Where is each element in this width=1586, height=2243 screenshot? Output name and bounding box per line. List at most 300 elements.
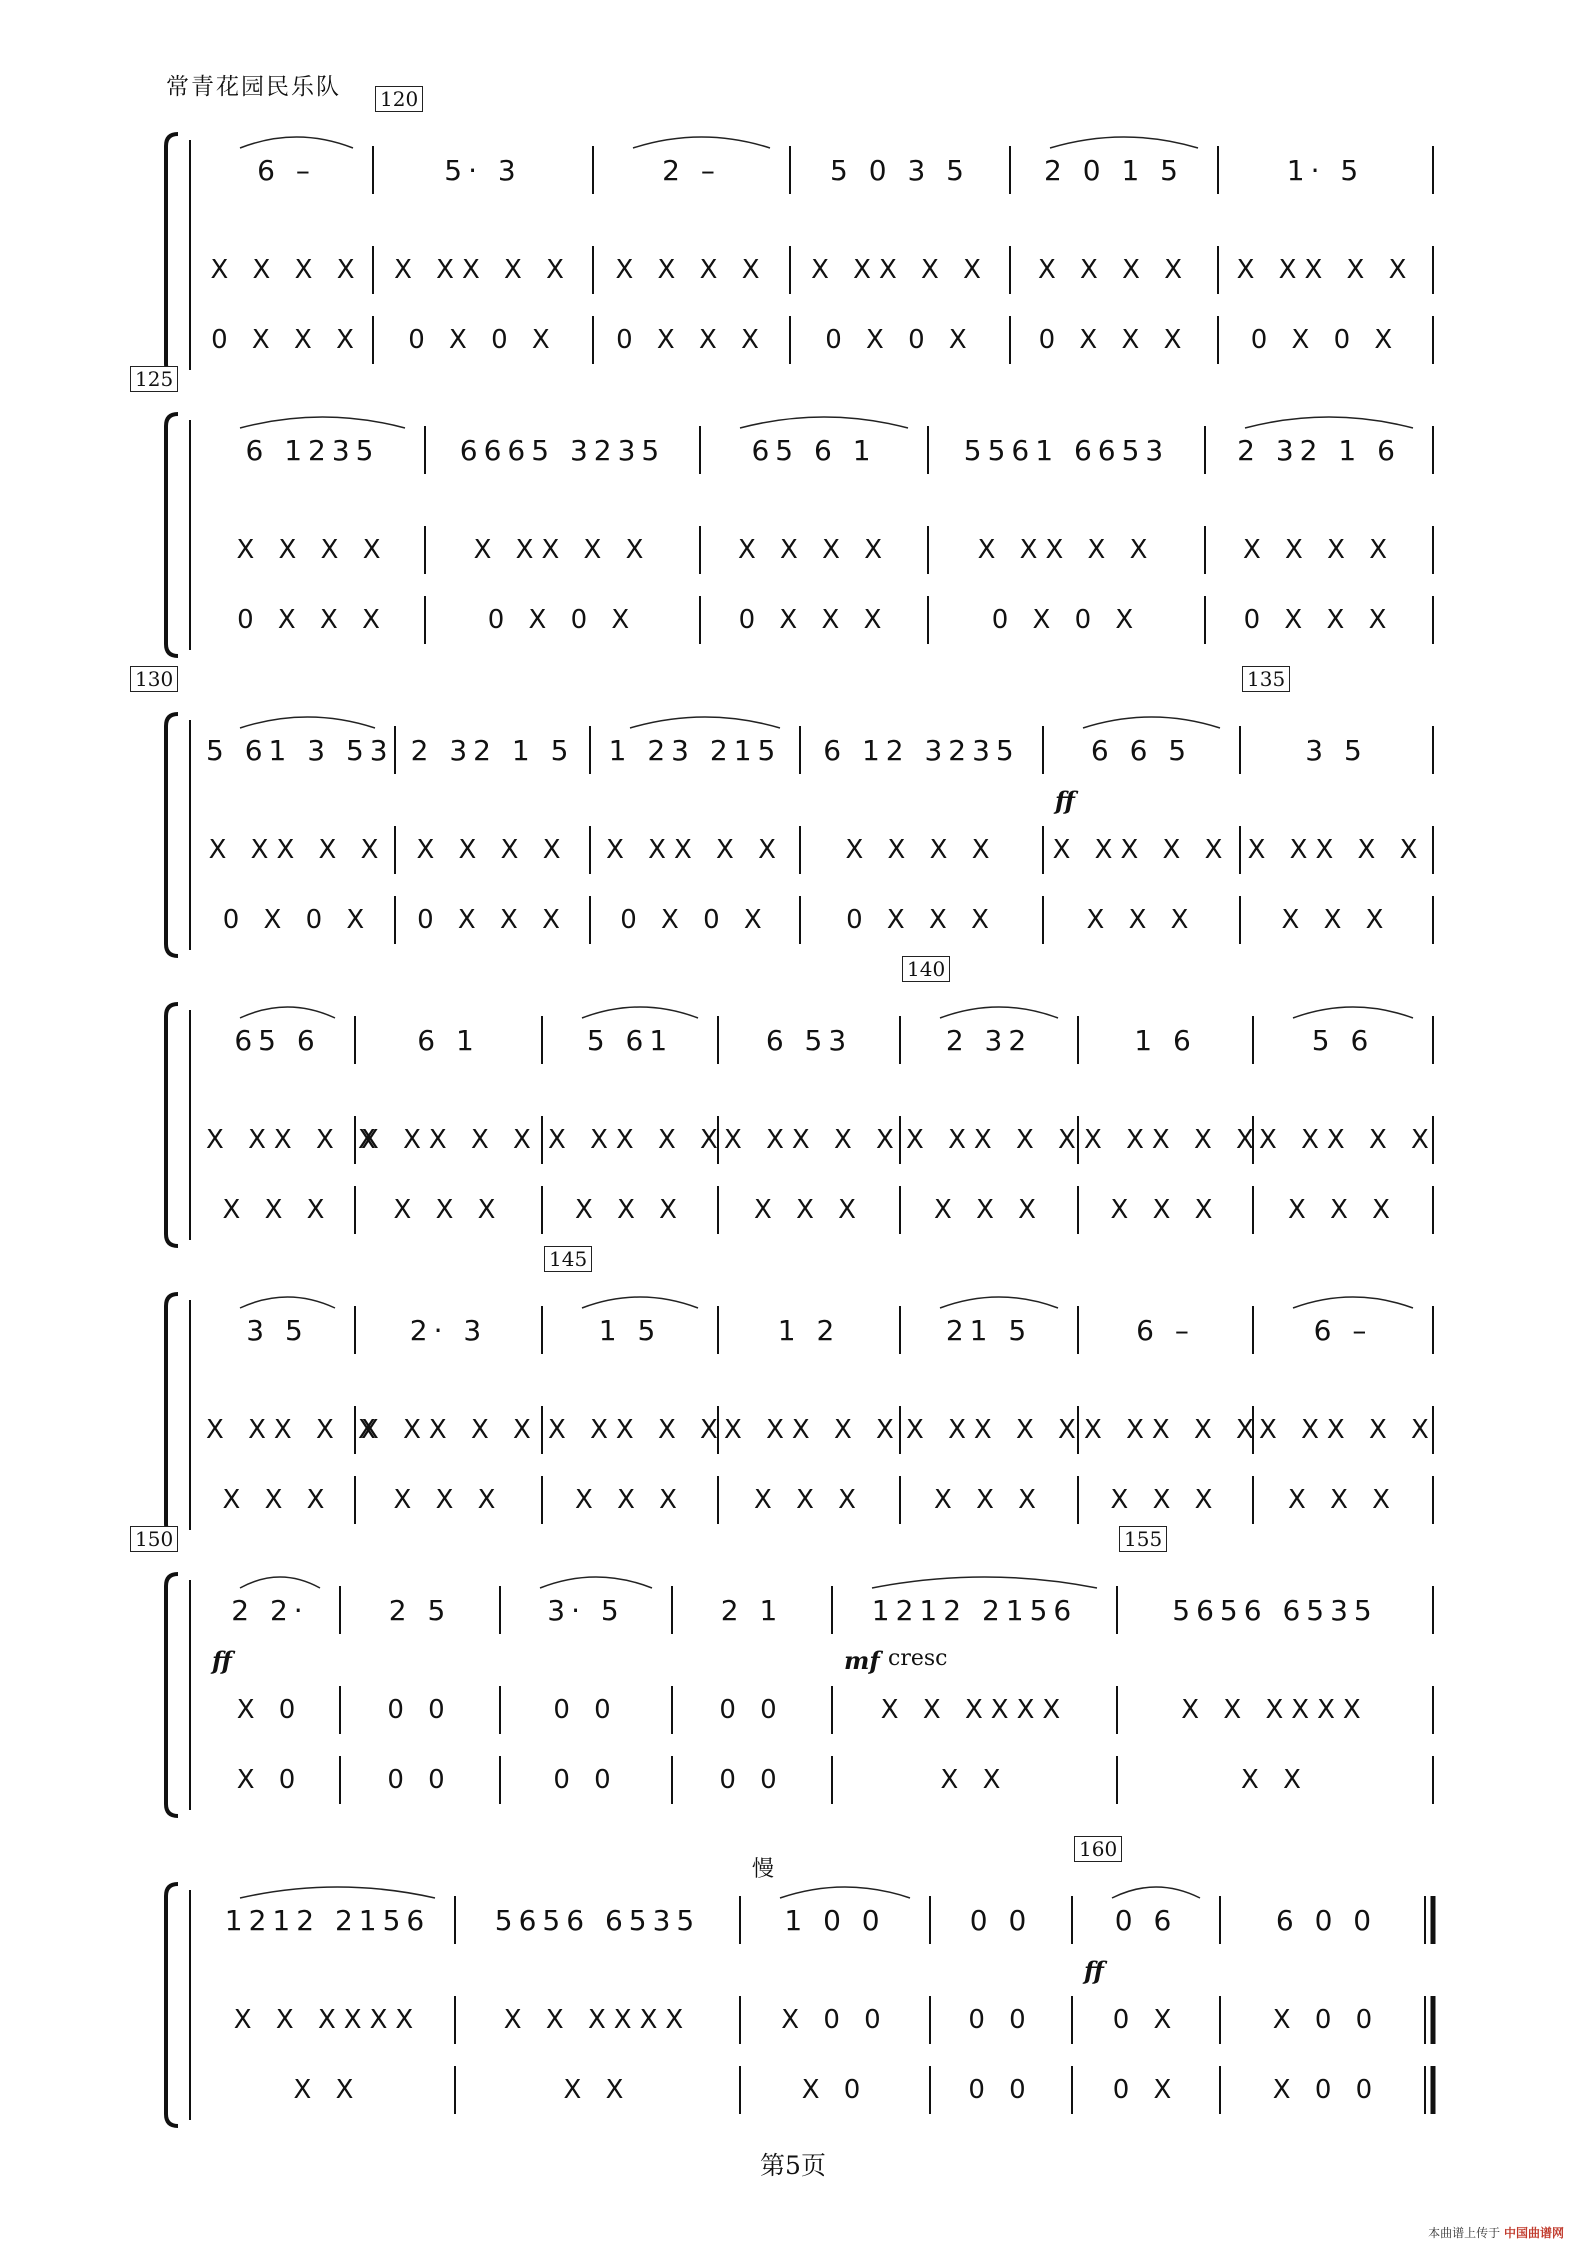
rhythm-notes: X X X X <box>1037 255 1191 285</box>
melody-notes: 1 6 <box>1134 1023 1197 1057</box>
measure <box>796 240 1004 300</box>
melody-notes: 6 – <box>257 153 316 187</box>
measure <box>206 890 389 950</box>
melody-notes: 5561 6653 <box>963 433 1170 467</box>
measure-number: 160 <box>1074 1836 1122 1862</box>
measure <box>431 420 694 480</box>
measure <box>506 1680 666 1740</box>
dynamic-mark: mf <box>844 1646 880 1675</box>
melody-notes: 2 2· <box>231 1593 309 1627</box>
rhythm-notes: X X X X <box>615 255 768 285</box>
measure <box>599 310 784 370</box>
measure <box>796 310 1004 370</box>
measure <box>806 820 1037 880</box>
rhythm-notes: X X X X <box>737 535 891 565</box>
score-system <box>0 667 1586 970</box>
score-system <box>0 957 1586 1260</box>
melody-notes: 2 1 <box>720 1593 784 1627</box>
score-system <box>0 367 1586 670</box>
measure <box>678 1580 826 1640</box>
rhythm-notes: 0 0 <box>553 1765 619 1795</box>
measure <box>206 140 367 200</box>
measure <box>796 140 1004 200</box>
measure <box>206 1580 334 1640</box>
measure-number: 145 <box>544 1246 592 1272</box>
percussion-row-1 <box>0 1680 1586 1740</box>
percussion-row-2 <box>0 1180 1586 1240</box>
percussion-row-2 <box>0 890 1586 950</box>
rhythm-notes: X XX X X <box>811 255 989 285</box>
measure <box>206 1400 384 1460</box>
measure <box>806 720 1037 780</box>
measure <box>206 1010 349 1070</box>
rhythm-notes: X X X <box>222 1485 333 1515</box>
melody-row <box>0 720 1586 780</box>
measure <box>506 1750 666 1810</box>
measure <box>1049 820 1234 880</box>
rhythm-notes: X X X <box>1110 1195 1221 1225</box>
measure <box>724 1400 902 1460</box>
rhythm-notes: X XX X X <box>724 1125 902 1155</box>
melody-notes: 3· 5 <box>547 1593 625 1627</box>
rhythm-notes: X X XXXX <box>233 2005 422 2035</box>
rhythm-notes: 0 X X X <box>237 605 388 635</box>
measure <box>1078 2060 1214 2120</box>
rhythm-notes: X X <box>1241 1765 1309 1795</box>
melody-notes: 6 – <box>1313 1313 1373 1347</box>
measure <box>379 140 587 200</box>
melody-notes: 2 32 1 6 <box>1237 433 1401 467</box>
measure <box>706 420 922 480</box>
measure <box>206 1750 334 1810</box>
measure <box>1123 1580 1427 1640</box>
measure <box>1049 890 1234 950</box>
measure <box>934 590 1199 650</box>
melody-notes: 1 23 215 <box>608 733 782 767</box>
rhythm-notes: X X X <box>222 1195 333 1225</box>
rhythm-notes: X X XXXX <box>1181 1695 1369 1725</box>
rhythm-notes: X XX X X <box>473 535 652 565</box>
measure <box>206 2060 449 2120</box>
measure-number: 155 <box>1119 1526 1167 1552</box>
melody-notes: 1212 2156 <box>871 1593 1078 1627</box>
rhythm-notes: X XX X X <box>1236 255 1415 285</box>
measure <box>1224 310 1427 370</box>
melody-notes: 0 0 <box>969 1903 1033 1937</box>
melody-row <box>0 420 1586 480</box>
dynamic-mark: ff <box>1084 1956 1104 1985</box>
percussion-row-2 <box>0 1750 1586 1810</box>
rhythm-notes: X X X X <box>845 835 998 865</box>
measure <box>206 720 394 780</box>
rhythm-notes: X X X X <box>236 535 389 565</box>
measure <box>1016 140 1212 200</box>
measure <box>206 310 367 370</box>
measure <box>1078 1890 1214 1950</box>
measure <box>1259 1110 1437 1170</box>
measure <box>206 1470 349 1530</box>
rhythm-notes: X 0 <box>236 1765 304 1795</box>
measure <box>746 1990 924 2050</box>
rhythm-notes: X X <box>293 2075 362 2105</box>
percussion-row-1 <box>0 820 1586 880</box>
measure <box>1211 520 1427 580</box>
rhythm-notes: X X <box>940 1765 1009 1795</box>
measure <box>1226 1890 1427 1950</box>
measure <box>724 1180 894 1240</box>
melody-notes: 5 61 <box>586 1023 674 1057</box>
measure <box>548 1110 726 1170</box>
measure <box>934 420 1199 480</box>
percussion-row-1 <box>0 520 1586 580</box>
measure <box>206 1300 349 1360</box>
melody-notes: 5 61 3 53 <box>206 733 394 767</box>
measure <box>346 1580 494 1640</box>
rhythm-notes: X X X <box>393 1195 504 1225</box>
measure <box>361 1300 536 1360</box>
melody-notes: 6 – <box>1136 1313 1195 1347</box>
rhythm-notes: 0 X 0 X <box>408 325 558 355</box>
melody-notes: 2 5 <box>388 1593 452 1627</box>
melody-notes: 5 0 3 5 <box>830 153 970 187</box>
measure <box>1259 1300 1427 1360</box>
rhythm-notes: X 0 <box>236 1695 304 1725</box>
measure <box>838 1680 1111 1740</box>
measure <box>596 890 794 950</box>
rhythm-notes: X X X <box>754 1485 864 1515</box>
rhythm-notes: X XX X X <box>1052 835 1231 865</box>
measure <box>1226 2060 1427 2120</box>
percussion-row-2 <box>0 590 1586 650</box>
measure <box>361 1400 539 1460</box>
rhythm-notes: X XX X X <box>606 835 784 865</box>
measure <box>1246 720 1427 780</box>
rhythm-notes: 0 X 0 X <box>1250 325 1401 355</box>
melody-notes: 1212 2156 <box>224 1903 431 1937</box>
measure <box>806 890 1037 950</box>
melody-row <box>0 1580 1586 1640</box>
measure <box>361 1110 539 1170</box>
rhythm-notes: X X X <box>575 1195 685 1225</box>
rhythm-notes: X XX X X <box>906 1415 1084 1445</box>
rhythm-notes: X 0 0 <box>781 2005 889 2035</box>
percussion-row-1 <box>0 240 1586 300</box>
measure <box>206 820 389 880</box>
melody-notes: 2 – <box>662 153 721 187</box>
rhythm-notes: X XX X X <box>1084 1415 1262 1445</box>
measure <box>401 890 584 950</box>
melody-row <box>0 140 1586 200</box>
melody-notes: 65 6 1 <box>751 433 877 467</box>
rhythm-notes: 0 X 0 X <box>222 905 373 935</box>
rhythm-notes: X XX X X <box>1247 835 1426 865</box>
rhythm-notes: 0 0 <box>387 1765 453 1795</box>
measure <box>906 1110 1084 1170</box>
measure <box>206 1890 449 1950</box>
measure <box>1259 1180 1427 1240</box>
score-system <box>0 1247 1586 1550</box>
rhythm-notes: X XX X X <box>906 1125 1084 1155</box>
page-number: 第5页 <box>760 2151 826 2180</box>
rhythm-notes: X XX X X <box>1084 1125 1262 1155</box>
rhythm-notes: X 0 <box>801 2075 869 2105</box>
measure-number: 130 <box>130 666 178 692</box>
measure <box>1049 720 1234 780</box>
rhythm-notes: X XX X X <box>208 835 387 865</box>
measure <box>206 1680 334 1740</box>
rhythm-notes: 0 X <box>1112 2005 1180 2035</box>
rhythm-notes: X XX X X <box>548 1125 726 1155</box>
rhythm-notes: X X XXXX <box>880 1695 1069 1725</box>
melody-notes: 6 12 3235 <box>823 733 1020 767</box>
measure <box>361 1010 536 1070</box>
melody-notes: 6665 3235 <box>459 433 666 467</box>
rhythm-notes: X X X <box>1110 1485 1221 1515</box>
melody-notes: 5· 3 <box>444 153 522 187</box>
measure <box>206 590 419 650</box>
percussion-row-2 <box>0 310 1586 370</box>
rhythm-notes: X XX X X <box>206 1125 384 1155</box>
rhythm-notes: 0 X X X <box>738 605 890 635</box>
measure <box>401 820 584 880</box>
rhythm-notes: X X X <box>575 1485 685 1515</box>
measure <box>1084 1180 1247 1240</box>
measure <box>936 2060 1066 2120</box>
percussion-row-2 <box>0 2060 1586 2120</box>
measure <box>706 590 922 650</box>
measure <box>1259 1470 1427 1530</box>
melody-notes: 6 53 <box>765 1023 853 1057</box>
measure <box>596 820 794 880</box>
rhythm-notes: 0 X X X <box>417 905 568 935</box>
measure <box>1084 1470 1247 1530</box>
melody-notes: 6 1 <box>417 1023 480 1057</box>
measure <box>746 2060 924 2120</box>
measure <box>599 140 784 200</box>
measure <box>1123 1680 1427 1740</box>
dynamic-mark: ff <box>1055 786 1075 815</box>
melody-notes: 5 6 <box>1311 1023 1375 1057</box>
measure <box>401 720 584 780</box>
measure <box>1084 1300 1247 1360</box>
measure <box>461 1990 734 2050</box>
rhythm-notes: X XX X X <box>1259 1415 1437 1445</box>
measure <box>1259 1010 1427 1070</box>
measure <box>1016 240 1212 300</box>
melody-row <box>0 1300 1586 1360</box>
melody-notes: 6 0 0 <box>1275 1903 1378 1937</box>
measure <box>1259 1400 1437 1460</box>
rhythm-notes: 0 X <box>1112 2075 1180 2105</box>
measure <box>1084 1110 1262 1170</box>
melody-notes: 2 0 1 5 <box>1044 153 1184 187</box>
rhythm-notes: X 0 0 <box>1272 2075 1381 2105</box>
crescendo-text: cresc <box>888 1646 948 1671</box>
measure <box>548 1400 726 1460</box>
measure-number: 150 <box>130 1526 178 1552</box>
rhythm-notes: 0 0 <box>387 1695 453 1725</box>
measure <box>1016 310 1212 370</box>
measure <box>206 1990 449 2050</box>
upload-credit <box>1428 2224 1564 2241</box>
measure-number: 125 <box>130 366 178 392</box>
rhythm-notes: X XX X X <box>977 535 1156 565</box>
percussion-row-1 <box>0 1400 1586 1460</box>
rhythm-notes: X X X <box>1086 905 1197 935</box>
melody-notes: 3 5 <box>246 1313 309 1347</box>
measure <box>1084 1400 1262 1460</box>
measure <box>548 1180 712 1240</box>
rhythm-notes: X X XXXX <box>503 2005 692 2035</box>
measure <box>838 1580 1111 1640</box>
measure <box>706 520 922 580</box>
rhythm-notes: 0 X X X <box>211 325 362 355</box>
measure-number: 120 <box>375 86 423 112</box>
melody-notes: 65 6 <box>234 1023 321 1057</box>
melody-notes: 6 6 5 <box>1090 733 1193 767</box>
measure <box>599 240 784 300</box>
measure <box>1078 1990 1214 2050</box>
measure <box>838 1750 1111 1810</box>
measure <box>379 240 587 300</box>
measure <box>906 1180 1072 1240</box>
rhythm-notes: X X X <box>754 1195 864 1225</box>
melody-notes: 1 2 <box>777 1313 841 1347</box>
melody-notes: 21 5 <box>945 1313 1033 1347</box>
measure <box>361 1470 536 1530</box>
measure <box>1123 1750 1427 1810</box>
rhythm-notes: X 0 0 <box>1272 2005 1381 2035</box>
measure <box>548 1010 712 1070</box>
measure <box>746 1890 924 1950</box>
measure <box>906 1010 1072 1070</box>
measure <box>1084 1010 1247 1070</box>
melody-notes: 1 5 <box>598 1313 662 1347</box>
melody-notes: 0 6 <box>1114 1903 1178 1937</box>
rhythm-notes: X X X <box>934 1195 1044 1225</box>
measure <box>431 590 694 650</box>
measure <box>431 520 694 580</box>
melody-row <box>0 1010 1586 1070</box>
measure <box>361 1180 536 1240</box>
measure <box>906 1300 1072 1360</box>
rhythm-notes: 0 X 0 X <box>991 605 1142 635</box>
rhythm-notes: X XX X X <box>361 1415 539 1445</box>
melody-notes: 2 32 1 5 <box>410 733 575 767</box>
rhythm-notes: 0 X X X <box>616 325 767 355</box>
rhythm-notes: X XX X X <box>361 1125 539 1155</box>
melody-notes: 2· 3 <box>409 1313 488 1347</box>
rhythm-notes: 0 X X X <box>846 905 997 935</box>
melody-notes: 3 5 <box>1305 733 1368 767</box>
score-system <box>0 1527 1586 1830</box>
measure <box>206 240 367 300</box>
measure <box>596 720 794 780</box>
rhythm-notes: X XX X X <box>394 255 572 285</box>
measure <box>548 1300 712 1360</box>
rhythm-notes: X X X X <box>416 835 569 865</box>
rhythm-notes: 0 0 <box>968 2005 1034 2035</box>
melody-notes: 5656 6535 <box>1172 1593 1378 1627</box>
measure <box>206 420 419 480</box>
rhythm-notes: 0 X X X <box>1243 605 1395 635</box>
measure <box>548 1470 712 1530</box>
rhythm-notes: X X <box>563 2075 632 2105</box>
rhythm-notes: X XX X X <box>1259 1125 1437 1155</box>
melody-notes: 1· 5 <box>1286 153 1365 187</box>
rhythm-notes: X XX X X <box>548 1415 726 1445</box>
rhythm-notes: 0 0 <box>553 1695 619 1725</box>
measure <box>1226 1990 1427 2050</box>
measure <box>346 1750 494 1810</box>
measure <box>724 1470 894 1530</box>
rhythm-notes: 0 0 <box>719 1765 785 1795</box>
rhythm-notes: X X X <box>393 1485 504 1515</box>
measure <box>206 1110 384 1170</box>
rhythm-notes: X X X <box>1288 1485 1398 1515</box>
rhythm-notes: 0 X X X <box>1038 325 1190 355</box>
measure <box>1224 140 1427 200</box>
site-logo: 中国曲谱网 <box>1503 2226 1564 2240</box>
rhythm-notes: 0 X 0 X <box>487 605 638 635</box>
melody-row <box>0 1890 1586 1950</box>
rhythm-notes: X X X <box>1281 905 1392 935</box>
measure <box>1211 420 1427 480</box>
melody-notes: 6 1235 <box>245 433 380 467</box>
measure <box>1246 820 1427 880</box>
measure <box>346 1680 494 1740</box>
dynamic-mark: ff <box>212 1646 232 1675</box>
rhythm-notes: 0 X 0 X <box>825 325 975 355</box>
score-system <box>0 1837 1586 2140</box>
percussion-row-2 <box>0 1470 1586 1530</box>
measure <box>906 1470 1072 1530</box>
tempo-mark: 慢 <box>752 1857 775 1882</box>
melody-notes: 2 32 <box>945 1023 1033 1057</box>
measure <box>461 1890 734 1950</box>
rhythm-notes: 0 0 <box>719 1695 785 1725</box>
measure <box>379 310 587 370</box>
measure <box>936 1890 1066 1950</box>
measure <box>1211 590 1427 650</box>
rhythm-notes: X X X X <box>210 255 363 285</box>
measure <box>1224 240 1427 300</box>
percussion-row-1 <box>0 1110 1586 1170</box>
measure <box>206 520 419 580</box>
measure <box>724 1010 894 1070</box>
measure <box>206 1180 349 1240</box>
measure <box>678 1680 826 1740</box>
measure <box>906 1400 1084 1460</box>
rhythm-notes: 0 X 0 X <box>620 905 770 935</box>
rhythm-notes: X X X <box>934 1485 1044 1515</box>
measure <box>936 1990 1066 2050</box>
measure <box>724 1300 894 1360</box>
measure-number: 140 <box>902 956 950 982</box>
rhythm-notes: X X X <box>1288 1195 1398 1225</box>
measure <box>678 1750 826 1810</box>
measure <box>934 520 1199 580</box>
score-header: 常青花园民乐队 <box>166 74 341 100</box>
melody-notes: 1 0 0 <box>784 1903 886 1937</box>
measure <box>724 1110 902 1170</box>
upload-credit-text: 本曲谱上传于 <box>1428 2226 1501 2240</box>
rhythm-notes: X XX X X <box>724 1415 902 1445</box>
measure <box>461 2060 734 2120</box>
rhythm-notes: X XX X X <box>206 1415 384 1445</box>
measure-number: 135 <box>1242 666 1290 692</box>
measure <box>1246 890 1427 950</box>
